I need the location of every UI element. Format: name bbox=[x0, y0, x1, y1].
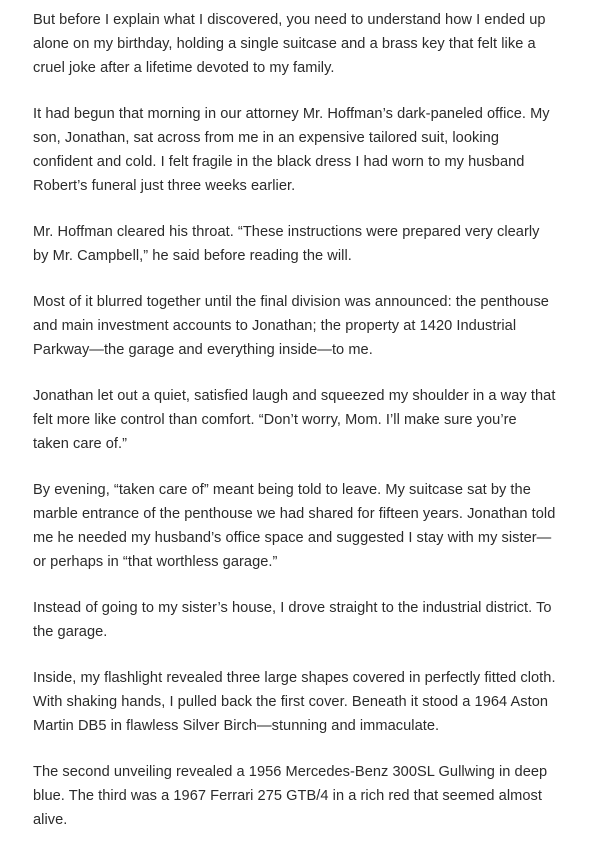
story-article bbox=[33, 8, 581, 854]
story-paragraph-3: Mr. Hoffman cleared his throat. “These instructions were prepared very clearly by Mr. Campbell,” he said before reading the will. bbox=[33, 224, 540, 264]
story-paragraph-9: The second unveiling revealed a 1956 Mercedes-Benz 300SL Gullwing in deep blue. The third was a 1967 Ferrari 275 GTB/4 in a rich red that seemed almost alive. bbox=[33, 764, 548, 828]
story-paragraph-7: Instead of going to my sister’s house, I drove straight to the industrial district. To the garage. bbox=[33, 600, 552, 640]
story-paragraph-6: By evening, “taken care of” meant being told to leave. My suitcase sat by the marble entrance of the penthouse we had shared for fifteen years. Jonathan told me he needed my husband’s office space and suggested I stay with my sister— or perhaps in “that worthless garage.” bbox=[33, 482, 556, 570]
story-paragraph-4: Most of it blurred together until the final division was announced: the penthouse and main investment accounts to Jonathan; the property at 1420 Industrial Parkway—the garage and everything inside—to me. bbox=[33, 294, 549, 358]
story-paragraph-8: Inside, my flashlight revealed three large shapes covered in perfectly fitted cloth. With shaking hands, I pulled back the first cover. Beneath it stood a 1964 Aston Martin DB5 in flawless Silver Birch—stunning and immaculate. bbox=[33, 670, 556, 734]
story-paragraph-5: Jonathan let out a quiet, satisfied laugh and squeezed my shoulder in a way that felt more like control than comfort. “Don’t worry, Mom. I’ll make sure you’re taken care of.” bbox=[33, 388, 556, 452]
story-paragraph-2: It had begun that morning in our attorney Mr. Hoffman’s dark-paneled office. My son, Jonathan, sat across from me in an expensive tailored suit, looking confident and cold. I felt fragile in the black dress I had worn to my husband Robert’s funeral just three weeks earlier. bbox=[33, 106, 550, 194]
story-paragraph-1: But before I explain what I discovered, you need to understand how I ended up alone on my birthday, holding a single suitcase and a brass key that felt like a cruel joke after a lifetime devoted to my family. bbox=[33, 12, 546, 76]
